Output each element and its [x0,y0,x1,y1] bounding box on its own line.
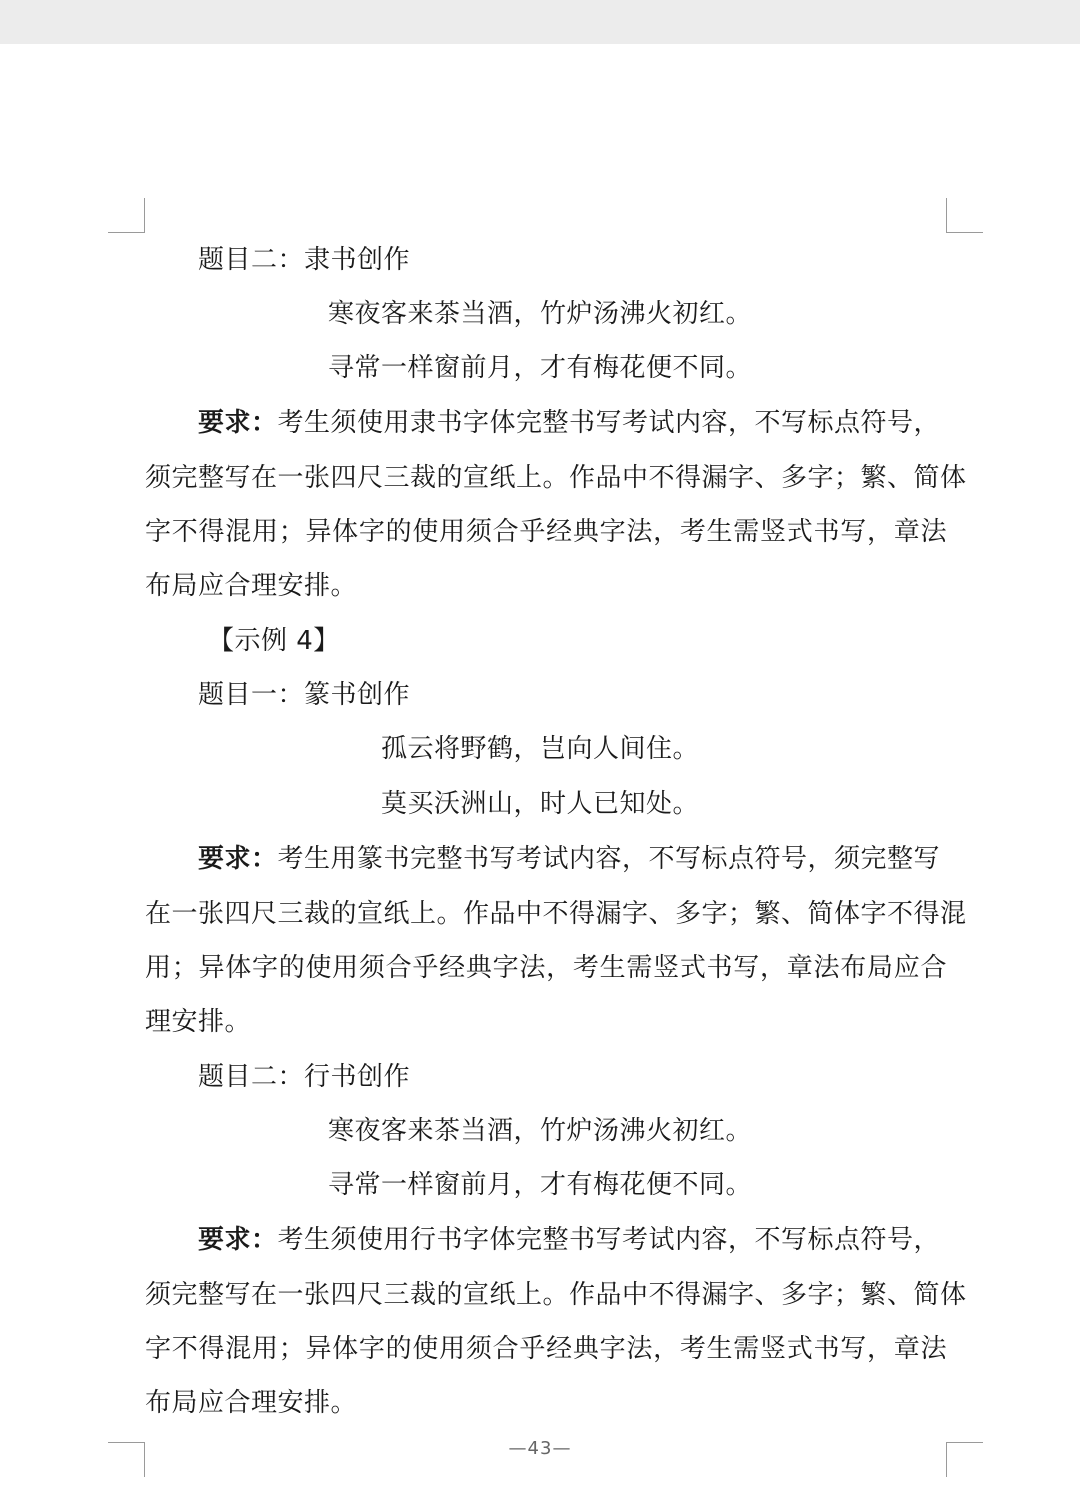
crop-mark-top-right [946,198,983,233]
section-heading: 题目二：行书创作 [198,1062,411,1092]
requirement-line: 布局应合理安排。 [145,571,358,601]
requirement-line: 须完整写在一张四尺三裁的宣纸上。作品中不得漏字、多字；繁、简体 [145,1280,967,1310]
requirement-line: 在一张四尺三裁的宣纸上。作品中不得漏字、多字；繁、简体字不得混 [145,899,967,929]
requirement-line: 用；异体字的使用须合乎经典字法，考生需竖式书写，章法布局应合 [145,953,947,983]
poem-line: 寻常一样窗前月，才有梅花便不同。 [327,1170,752,1200]
requirement-label: 要求： [198,844,278,874]
poem-line: 孤云将野鹤，岂向人间住。 [380,734,699,764]
requirement-text: 考生用篆书完整书写考试内容，不写标点符号，须完整写 [277,844,941,874]
crop-mark-top-left [108,198,145,233]
poem-line: 莫买沃洲山，时人已知处。 [380,789,699,819]
poem-line: 寒夜客来茶当酒，竹炉汤沸火初红。 [327,1116,752,1146]
requirement-line: 理安排。 [145,1007,252,1037]
requirement-line: 须完整写在一张四尺三裁的宣纸上。作品中不得漏字、多字；繁、简体 [145,463,967,493]
viewer-top-bar [0,0,1080,44]
requirement-label: 要求： [198,408,278,438]
requirement-line: 字不得混用；异体字的使用须合乎经典字法，考生需竖式书写，章法 [145,517,947,547]
requirement-first-line [198,841,940,877]
poem-line: 寒夜客来茶当酒，竹炉汤沸火初红。 [327,299,752,329]
requirement-line: 字不得混用；异体字的使用须合乎经典字法，考生需竖式书写，章法 [145,1334,947,1364]
requirement-text: 考生须使用行书字体完整书写考试内容，不写标点符号， [277,1225,941,1255]
requirement-line: 布局应合理安排。 [145,1388,358,1418]
example-label: 【示例 4】 [208,626,340,656]
section-heading: 题目一：篆书创作 [198,680,411,710]
requirement-text: 考生须使用隶书字体完整书写考试内容，不写标点符号， [277,408,941,438]
page-number: —43— [508,1438,572,1459]
requirement-first-line [198,1222,940,1258]
poem-line: 寻常一样窗前月，才有梅花便不同。 [327,353,752,383]
requirement-first-line [198,405,940,441]
requirement-label: 要求： [198,1225,278,1255]
section-heading: 题目二：隶书创作 [198,245,411,275]
